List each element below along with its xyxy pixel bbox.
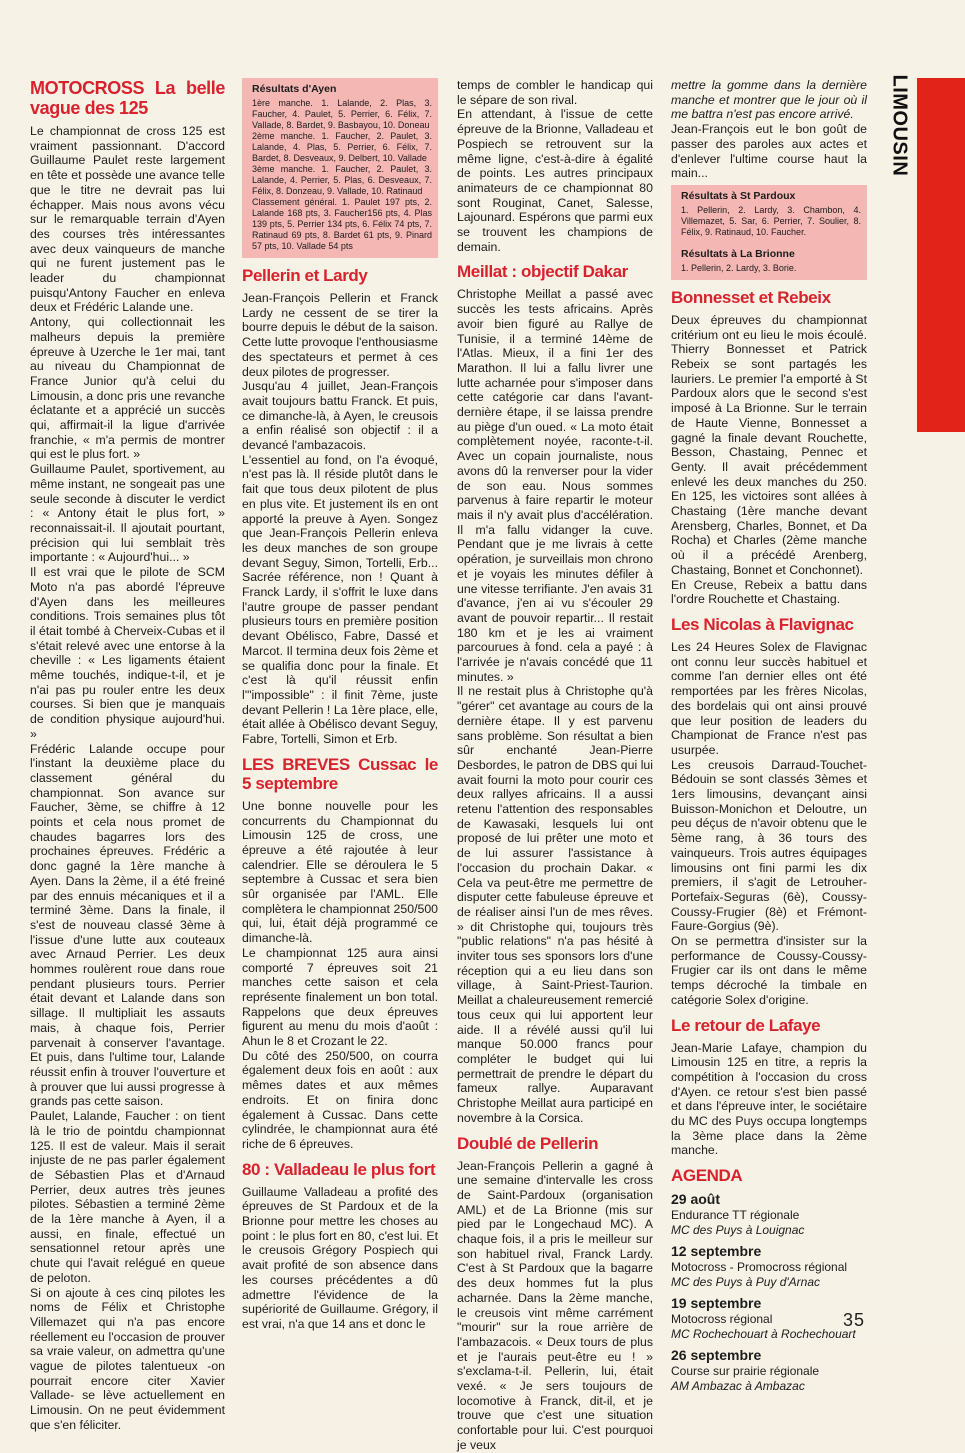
paragraph: Guillaume Paulet, sportivement, au même instant, ne songeait pas une seule seconde à discuter le verdict : « Antony était le plus fort, » reconnaissait-il. Il ajoutait pourtant, précision qui lui semblait très importante : « Aujourd'hui... »: [30, 462, 225, 565]
valladeau-headline: 80 : Valladeau le plus fort: [242, 1159, 436, 1179]
results-line: 2ème manche. 1. Faucher, 2. Paulet, 3. Lalande, 4. Plas, 5. Perrier, 6. Félix, 7. Bardet, 8. Desveaux, 9. Delbert, 10. Vallade: [252, 131, 432, 163]
column-3: [457, 78, 653, 1453]
paragraph: Jusqu'au 4 juillet, Jean-François avait toujours battu Franck. Et puis, ce dimanche-là, à Ayen, le creusois a enfin réalisé son objectif : il a devancé l'ambazacois.: [242, 379, 438, 453]
results-line: 1. Pellerin, 2. Lardy, 3. Chambon, 4. Villemazet, 5. Sar, 6. Perrier, 7. Soulier, 8. Félix, 9. Ratinaud, 10. Faucher.: [681, 204, 861, 237]
agenda-club: MC des Puys à Puy d'Arnac: [671, 1274, 821, 1289]
paragraph: Jean-François Pellerin et Franck Lardy ne cessent de se tirer la bourre depuis le début de la saison. Cette lutte provoque l'enthousiasme des spectateurs et permet à ces deux pilotes de progresser.: [242, 291, 438, 379]
section-label-text: LIMOUSIN: [888, 74, 911, 177]
agenda-club: MC des Puys à Louignac: [671, 1222, 805, 1237]
paragraph: Le championnat 125 aura ainsi comporté 7 épreuves soit 21 manches cette saison et cela représente finalement un bon total. Rappelons que deux épreuves figurent au menu du mois d'août : Ahun le 8 et Crozant le 22.: [242, 945, 438, 1049]
agenda-event: Endurance TT régionale: [671, 1208, 800, 1223]
agenda-list: [671, 1191, 867, 1393]
paragraph: Le championnat de cross 125 est vraiment passionnant. D'accord Guillaume Paulet reste largement en tête et possède une avance telle que le titre ne devrait pas lui échapper. Mais nous avons vécu sur le remarquable terrain d'Ayen des courses très intéressantes avec deux vainqueurs de manche qui ne furent justement pas le leader du championnat puisqu'Antony Faucher en enleva deux et Frédéric Lalande une.: [30, 124, 225, 315]
column-2: [242, 78, 438, 1332]
results-ayen-box: [242, 78, 438, 258]
paragraph: mettre la gomme dans la dernière manche et montrer que le jour où il me battra n'est pas encore arrivé.: [671, 78, 867, 122]
results-pardoux-box: [671, 185, 867, 280]
paragraph: Guillaume Valladeau a profité des épreuves de St Pardoux et de la Brionne pour mettre les choses au point : le plus fort en 80, c'est lui. Et le creusois Grégory Pospiech qui avait profité de son absence dans les courses précédentes a dû admettre l'évidence de la supériorité de Guillaume. Grégory, il est vrai, n'a que 14 ans et donc le: [242, 1184, 438, 1331]
paragraph: En attendant, à l'issue de cette épreuve de la Brionne, Valladeau et Pospiech se retrouvent sur la même ligne, c'est-à-dire à égalité de points. Les autres principaux animateurs de ce championnat 80 sont Rouginat, Canet, Salesse, Lajounard. Espérons que parmi eux se trouvent les champions de demain.: [457, 107, 653, 254]
paragraph: Deux épreuves du championnat critérium ont eu lieu le mois écoulé. Thierry Bonnesset et Patrick Rebeix se sont partagés les lauriers. Le premier l'a emporté à St Pardoux alors que le second s'est imposé à La Brionne. Sur le terrain de Haute Vienne, Bonnesset a gagné la finale devant Rouchette, Besson, Chastaing, Pennec et Genty. Il avait précédemment enlevé les deux manches du 250. En 125, les victoires sont allées à Chastaing (1ère manche devant Arensberg, Charles, Bonnet, et Da Rocha) et Charles (2ème manche où il a précédé Arenberg, Chastaing, Bonnet et Conchonnet).: [671, 312, 867, 577]
agenda-date: 19 septembre: [671, 1295, 762, 1312]
paragraph: Jean-François Pellerin a gagné à une semaine d'intervalle les cross de Saint-Pardoux (organisation AML) et de La Brionne (mis sur pied par le Longechaud MC). A chaque fois, il a pris le meilleur sur son habituel rival, Franck Lardy. C'est à St Pardoux que la bagarre des deux hommes fut la plus acharnée. Dans la 2ème manche, le creusois vint même carrément "mourir" sur la roue arrière de l'ambazacois. « Deux tours de plus et je l'aurais peut-être eu ! » s'exclama-t-il. Pellerin, lui, était vexé. « Je sers toujours de locomotive à Franck, dit-il, et je trouve que c'est une situation confortable pour lui. C'est pourquoi je veux: [457, 1158, 653, 1452]
double-pellerin-headline: Doublé de Pellerin: [457, 1133, 599, 1153]
results-ayen-title: Résultats d'Ayen: [252, 83, 337, 95]
paragraph: Il est vrai que le pilote de SCM Moto n'a pas abordé l'épreuve d'Ayen dans les meilleures conditions. Trois semaines plus tôt il était tombé à Cherveix-Cubas et il s'était relevé avec une entorse à la cheville : « Les ligaments étaient même touchés, indique-t-il, et je n'ai pas pu rouler entre les deux courses. Si bien que je manquais de condition physique aujourd'hui. »: [30, 565, 225, 741]
paragraph: Jean-François eut le bon goût de passer des paroles aux actes et d'enlever l'ultime course haut la main...: [671, 122, 867, 181]
paragraph: Frédéric Lalande occupe pour l'instant la deuxième place du classement général du championnat. Son avance sur Faucher, 3ème, se chiffre à 12 points et cela nous promet de chaudes bagarres lors des prochaines épreuves. Frédéric a donc gagné la 1ère manche à Ayen. Dans la 2ème, il a été freiné par des ennuis mécaniques et il a terminé 3ème. Dans la finale, il s'est de nouveau classé 3ème à l'issue d'une lutte aux couteaux avec Arnaud Perrier. Les deux hommes roulèrent roue dans roue pendant plusieurs tours. Perrier était devant et Lalande dans son sillage. Il multipliait les assauts mais, à chaque fois, Perrier parvenait à conserver l'avantage. Et puis, dans l'ultime tour, Lalande réussit enfin à trouver l'ouverture et à prouver que lui aussi progresse à grands pas cette saison.: [30, 741, 225, 1109]
meillat-headline: Meillat : objectif Dakar: [457, 262, 628, 282]
paragraph: Les creusois Darraud-Touchet-Bédouin se sont classés 3èmes et 1ers limousins, devançant ainsi Buisson-Monichon et Deloutre, un peu déçus de n'avoir obtenu que le 5ème rang, à 36 tours des vainqueurs. Trois autres équipages limousins ont fini parmi les dix premiers, il s'agit de Letrouher-Portefaix-Seguras (6è), Coussy-Coussy-Frugier (8è) et Frémont-Faure-Gorgius (9è).: [671, 757, 867, 934]
paragraph: Paulet, Lalande, Faucher : on tient là le trio de pointdu championnat 125. Il est de valeur. Mais il serait injuste de ne pas parler également de Sébastien Plas et d'Arnaud Perrier, deux autres très jeunes pilotes. Sébastien a terminé 2ème de la 1ère manche à Ayen, il a aussi, en finale, effectué un sensationnel retour après une chute qui l'avait relégué en queue de peloton.: [30, 1109, 225, 1285]
pellerin-lardy-headline: Pellerin et Lardy: [242, 266, 368, 285]
results-brionne-title: Résultats à La Brionne: [681, 247, 795, 260]
paragraph: On se permettra d'insister sur la performance de Coussy-Coussy-Frugier car ils ont dans le même temps décroché la timbale en catégorie Solex d'origine.: [671, 934, 867, 1007]
paragraph: Christophe Meillat a passé avec succès les tests africains. Après avoir bien figuré au Rallye de Tunisie, il a terminé 14ème de l'Atlas. Mieux, il a fini 1er des Marathon. Il lui a fallu livrer une lutte acharnée pour s'imposer dans cette catégorie car dans l'avant-dernière étape, il se laissa prendre au piège d'un oued. « La moto était complètement noyée, raconte-t-il. Avec un copain journaliste, nous avons dû la renverser pour la vider de son eau. Nous sommes parvenus à faire repartir le moteur mais il n'y avait plus d'accélération. Il m'a fallu vidanger la cuve. Pendant que je me livrais à cette opération, je surveillais mon chrono et je voyais les minutes défiler à une vitesse terrifiante. J'en avais 31 d'avance, j'en ai vu s'écouler 29 avant de pouvoir repartir... Il restait 180 km et je les ai vraiment parcourues à fond. cela a payé : à l'arrivée je n'avais concédé que 11 minutes. »: [457, 287, 653, 684]
agenda-headline: AGENDA: [671, 1166, 743, 1186]
paragraph: En Creuse, Rebeix a battu dans l'ordre Rouchette et Chastaing.: [671, 577, 867, 607]
column-4: [671, 78, 867, 1393]
results-line: 1. Pellerin, 2. Lardy, 3. Borie.: [681, 262, 797, 273]
paragraph: Il ne restait plus à Christophe qu'à "gérer" cet avantage au cours de la dernière étape. Il y est parvenu sans problème. Son résultat a bien sûr enchanté Jean-Pierre Desbordes, le patron de DBS qui lui avait fourni la moto pour courir ces deux rallyes africains. Il a aussi retenu l'attention des responsables de Kawasaki, lesquels lui ont proposé de lui prêter une moto et de lui assurer l'assistance à l'occasion du prochain Dakar. « Cela va peut-être me permettre de disputer cette fabuleuse épreuve et de réaliser ainsi l'un de mes rêves. » dit Christophe qui, toujours très "public relations" n'a pas hésité à inviter tous ses sponsors lors d'une réception qui a eu lieu dans son village, à Saint-Priest-Taurion. Meillat a chaleureusement remercié tous ceux qui lui apportent leur aide. Il a révélé aussi qu'il lui manque 50.000 francs pour compléter le budget qui lui permettrait de prendre le départ du fameux rallye. Auparavant Christophe Meillat aura participé en novembre à la Corsica.: [457, 684, 653, 1125]
agenda-date: 26 septembre: [671, 1347, 762, 1364]
agenda-event: Motocross - Promocross régional: [671, 1260, 848, 1275]
breves-headline: LES BREVES Cussac le 5 septembre: [242, 754, 438, 793]
agenda-date: 29 août: [671, 1191, 721, 1208]
nicolas-headline: Les Nicolas à Flavignac: [671, 614, 854, 634]
paragraph: Si on ajoute à ces cinq pilotes les noms de Félix et Christophe Villemazet qui n'a pas encore réellement eu l'occasion de prouver sa vraie valeur, on admettra qu'une vague de pilotes talentueux -on pourrait encore citer Xavier Vallade- se lève actuellement en Limousin. On ne peut évidemment que s'en féliciter.: [30, 1285, 225, 1432]
results-pardoux-title: Résultats à St Pardoux: [681, 189, 796, 202]
agenda-event: Course sur prairie régionale: [671, 1364, 820, 1379]
paragraph: Jean-Marie Lafaye, champion du Limousin 125 en titre, a repris la compétition à l'occasion du cross d'Ayen. ce retour s'est bien passé et dans l'épreuve inter, le sociétaire du MC des Puys occupa longtemps la 3ème place dans la 2ème manche.: [671, 1040, 867, 1158]
page-number: 35: [842, 1310, 865, 1330]
results-line: Classement général. 1. Paulet 197 pts, 2. Lalande 168 pts, 3. Faucher156 pts, 4. Plas 139 pts, 5. Perrier 134 pts, 6. Félix 74 pts, 7. Ratinaud 69 pts, 8. Bardet 61 pts, 9. Pinard 57 pts, 10. Vallade 54 pts: [252, 197, 432, 251]
column-1: [30, 78, 225, 1433]
lafaye-headline: Le retour de Lafaye: [671, 1015, 821, 1035]
paragraph: L'essentiel au fond, on l'a évoqué, n'est pas là. Il réside plutôt dans le fait que tous deux pilotent de plus en plus vite. Et justement ils en ont apporté la preuve à Ayen. Songez que Jean-François Pellerin enleva les deux manches de son groupe devant Seguy, Simon, Tortelli, Erb... Sacrée référence, non ! Quant à Franck Lardy, il s'offrit le luxe dans l'autre groupe de passer pendant plusieurs tours en première position devant Obélisco, Fabre, Dassé et Marcot. Il termina deux fois 2ème et se qualifia donc pour la finale. Et c'est là qu'il réussit enfin l'"impossible" : il finit 7ème, juste devant Pellerin ! La 1ère place, elle, était allée à Obélisco devant Seguy, Fabre, Tortelli, Simon et Erb.: [242, 452, 438, 747]
results-line: 3ème manche. 1. Faucher, 2. Paulet, 3. Lalande, 4. Perrier, 5. Plas, 6. Desveaux, 7. Félix, 8. Donzeau, 9. Vallade, 10. Ratinaud: [252, 164, 432, 196]
results-line: 1ère manche. 1. Lalande, 2. Plas, 3. Faucher, 4. Paulet, 5. Perrier, 6. Félix, 7. Vallade, 8. Bardet, 9. Basbayou, 10. Doneau: [252, 98, 432, 130]
agenda-event: Motocross régional: [671, 1312, 773, 1327]
motocross-article: [30, 124, 225, 1433]
section-label: [884, 74, 914, 228]
paragraph: Du côté des 250/500, on courra également deux fois en août : aux mêmes dates et aux mêmes endroits. Et on finira donc également à Cussac. Dans cette cylindrée, le championnat aura été riche de 6 épreuves.: [242, 1048, 438, 1151]
agenda-date: 12 septembre: [671, 1243, 762, 1260]
motocross-headline: MOTOCROSS La belle vague des 125: [30, 78, 225, 118]
agenda-club: AM Ambazac à Ambazac: [671, 1378, 805, 1393]
paragraph: Une bonne nouvelle pour les concurrents du Championnat du Limousin 125 de cross, une épreuve a été rajoutée à leur calendrier. Elle se déroulera le 5 septembre à Cussac et sera bien sûr organisée par l'AML. Elle complètera le championnat 250/500 qui, lui, était déjà programmé ce dimanche-là.: [242, 798, 438, 946]
bonnesset-headline: Bonnesset et Rebeix: [671, 287, 831, 307]
agenda-club: MC Rochechouart à Rochechouart: [671, 1326, 856, 1341]
paragraph: Antony, qui collectionnait les malheurs depuis la première épreuve à Uzerche le 1er mai, tant au niveau du Championnat de France Junior qu'à celui du Limousin, a donc pris une revanche éclatante et a apprécié un succès qui, affirmait-il la ligue d'arrivée franchie, « m'a permis de montrer qui est le plus fort. »: [30, 315, 225, 462]
paragraph: Les 24 Heures Solex de Flavignac ont connu leur succès habituel et comme l'an dernier elles ont été remportées par les frères Nicolas, des bordelais qui ont ainsi prouvé que leur position de leaders du Championat de France n'est pas usurpée.: [671, 639, 867, 757]
paragraph: temps de combler le handicap qui le sépare de son rival.: [457, 78, 653, 107]
red-side-band: [917, 78, 965, 432]
